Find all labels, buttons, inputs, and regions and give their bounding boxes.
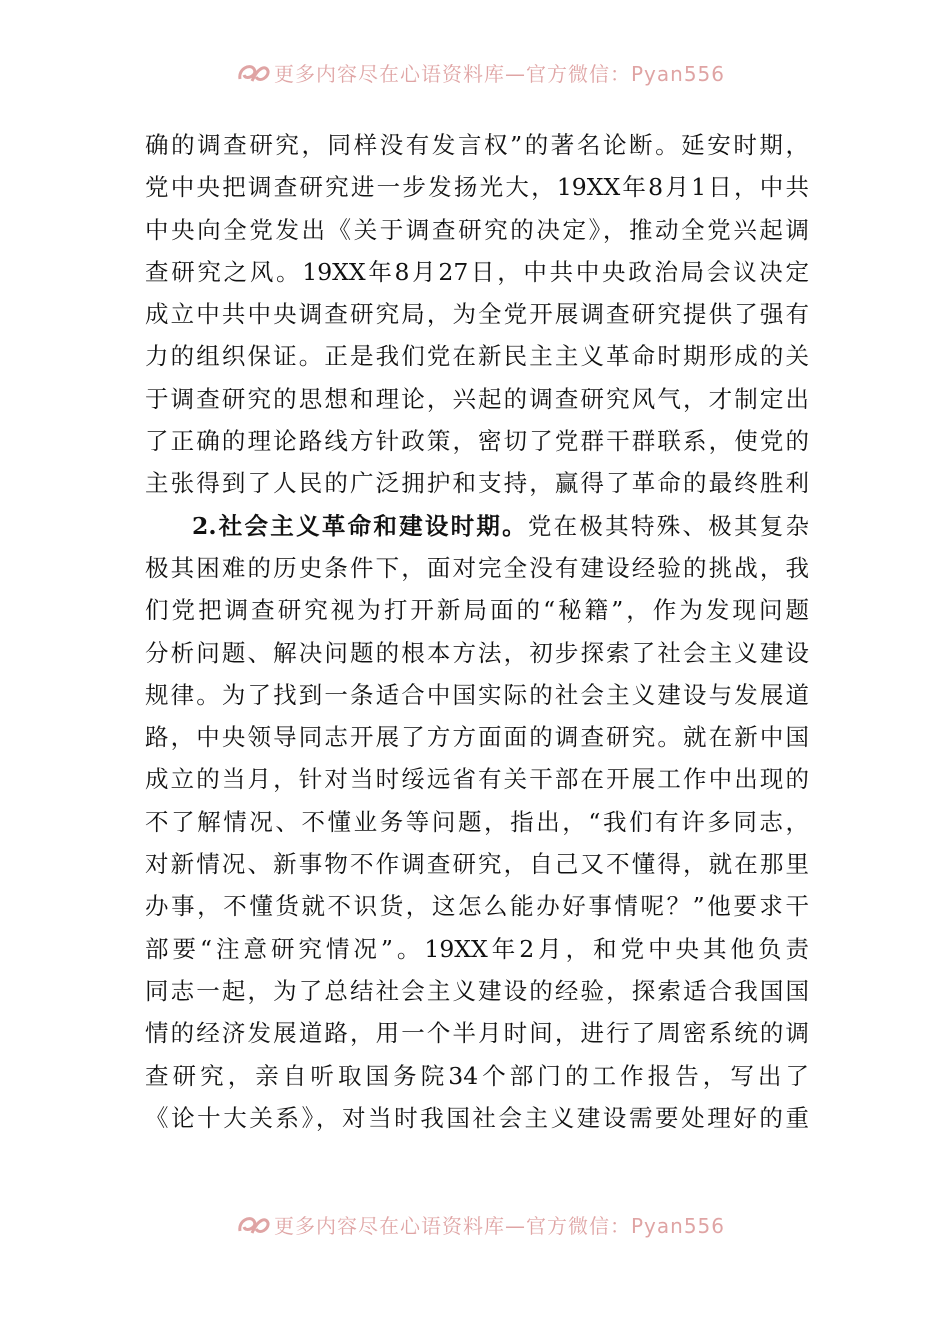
header-watermark-text: 更多内容尽在心语资料库—官方微信：Pyan556	[274, 62, 726, 86]
text-line: 成立的当月，针对当时绥远省有关干部在开展工作中出现的	[145, 765, 809, 794]
footer-watermark-text: 更多内容尽在心语资料库—官方微信：Pyan556	[274, 1214, 726, 1238]
brand-logo-icon	[236, 59, 270, 87]
brand-logo-icon	[236, 1211, 270, 1239]
text-line: 部要“注意研究情况”。19XX年2月，和党中央其他负责	[145, 934, 809, 963]
text-line: 党中央把调查研究进一步发扬光大，19XX年8月1日，中共	[145, 173, 809, 202]
text-line: 于调查研究的思想和理论，兴起的调查研究风气，才制定出	[145, 384, 809, 413]
text-line: 极其困难的历史条件下，面对完全没有建设经验的挑战，我	[145, 553, 809, 582]
text-line: 了正确的理论路线方针政策，密切了党群干群联系，使党的	[145, 427, 809, 456]
section-heading-line	[145, 505, 809, 547]
section-heading: 2.社会主义革命和建设时期。	[192, 511, 528, 540]
text-line: 不了解情况、不懂业务等问题，指出，“我们有许多同志，	[145, 807, 809, 836]
text-line: 成立中共中央调查研究局，为全党开展调查研究提供了强有	[145, 300, 809, 329]
text-line: 中央向全党发出《关于调查研究的决定》，推动全党兴起调	[145, 215, 809, 244]
document-body	[145, 124, 809, 1139]
text-line: 查研究之风。19XX年8月27日，中共中央政治局会议决定	[145, 257, 809, 286]
text-line: 同志一起，为了总结社会主义建设的经验，探索适合我国国	[145, 976, 809, 1005]
text-line: 分析问题、解决问题的根本方法，初步探索了社会主义建设	[145, 638, 809, 667]
text-line: 办事，不懂货就不识货，这怎么能办好事情呢？”他要求干	[145, 892, 809, 921]
text-line: 确的调查研究，同样没有发言权”的著名论断。延安时期，	[145, 131, 809, 159]
text-line: 情的经济发展道路，用一个半月时间，进行了周密系统的调	[145, 1019, 809, 1048]
section-heading-continuation: 党在极其特殊、极其复杂	[527, 511, 809, 540]
text-line: 路，中央领导同志开展了方方面面的调查研究。就在新中国	[145, 723, 809, 752]
text-line: 对新情况、新事物不作调查研究，自己又不懂得，就在那里	[145, 850, 809, 879]
text-line: 力的组织保证。正是我们党在新民主主义革命时期形成的关	[145, 342, 809, 371]
text-line: 《论十大关系》，对当时我国社会主义建设需要处理好的重	[145, 1103, 809, 1132]
text-line: 们党把调查研究视为打开新局面的“秘籍”，作为发现问题	[145, 596, 809, 625]
text-line: 规律。为了找到一条适合中国实际的社会主义建设与发展道	[145, 680, 809, 709]
text-line: 主张得到了人民的广泛拥护和支持，赢得了革命的最终胜利	[145, 469, 809, 498]
header-watermark	[0, 56, 950, 88]
text-line: 查研究，亲自听取国务院34个部门的工作报告，写出了	[145, 1061, 809, 1090]
footer-watermark	[0, 1208, 950, 1240]
